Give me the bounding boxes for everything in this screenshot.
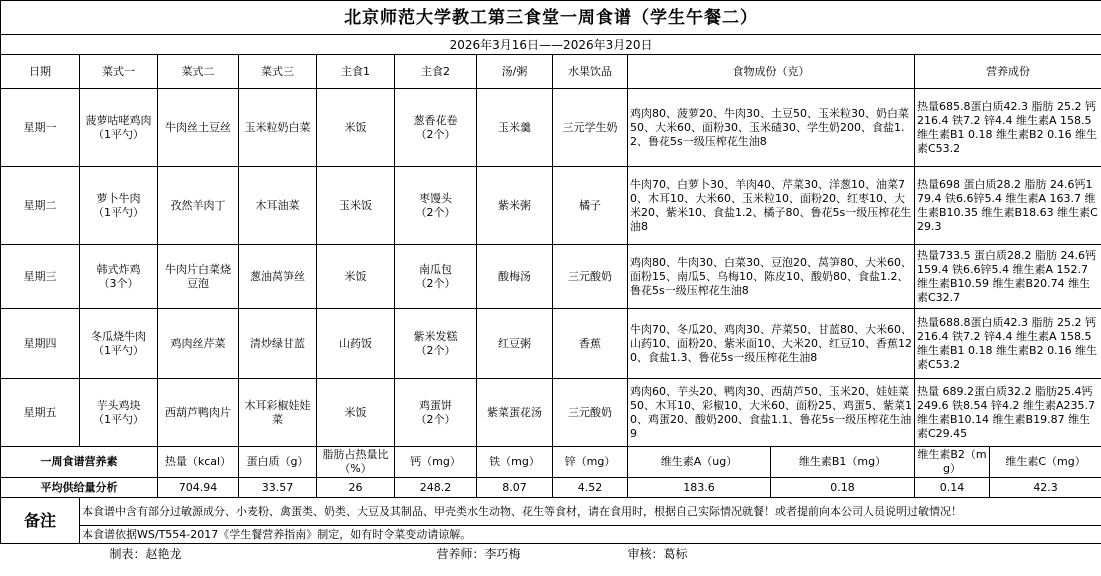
footer-maker: 制表：赵艳龙 — [80, 544, 317, 564]
dish1-cell: 菠萝咕咾鸡肉 （1平勺） — [80, 89, 158, 167]
summary-values-row — [1, 478, 1101, 498]
footer-nutritionist: 营养师：李巧梅 — [317, 544, 628, 564]
header-nutrition: 营养成份 — [915, 55, 1101, 89]
summary-header-protein: 蛋白质（g） — [239, 447, 317, 478]
fruit-cell: 橘子 — [553, 167, 628, 245]
ingredients-cell: 鸡肉80、菠萝20、牛肉30、土豆50、玉米粒30、奶白菜50、大米60、面粉30、玉米碴30、学生奶200、食盐1.2、鲁花5s一级压榨花生油8 — [628, 89, 915, 167]
date-range: 2026年3月16日——2026年3月20日 — [1, 35, 1101, 55]
staple1-cell: 山药饭 — [317, 309, 395, 379]
summary-header-energy: 热量（kcal） — [158, 447, 239, 478]
notes-allergen: 本食谱中含有部分过敏源成分、小麦粉、禽蛋类、奶类、大豆及其制品、甲壳类水生动物、花生等食材，请在食用时，根据自己实际情况就餐！或者提前向本公司人员说明过敏情况！ — [80, 498, 1101, 526]
dish2-cell: 西葫芦鸭肉片 — [158, 379, 239, 447]
footer-row — [1, 544, 1101, 564]
summary-header-calcium: 钙（mg） — [395, 447, 477, 478]
staple1-cell: 米饭 — [317, 379, 395, 447]
table-row — [1, 309, 1101, 379]
header-soup: 汤/粥 — [477, 55, 553, 89]
dish3-cell: 清炒绿甘蓝 — [239, 309, 317, 379]
day-cell: 星期二 — [1, 167, 80, 245]
summary-header-zinc: 锌（mg） — [553, 447, 628, 478]
summary-label-average: 平均供给量分析 — [1, 478, 158, 498]
staple1-cell: 米饭 — [317, 89, 395, 167]
nutrition-cell: 热量733.5 蛋白质28.2 脂肪 24.6钙159.4 铁6.6锌5.4 维生素A 152.7 维生素B10.59 维生素B20.74 维生素C32.7 — [915, 245, 1101, 309]
soup-cell: 酸梅汤 — [477, 245, 553, 309]
staple2-cell: 枣馒头 （2个） — [395, 167, 477, 245]
notes-row-2 — [1, 526, 1101, 544]
summary-header-row — [1, 447, 1101, 478]
dish3-cell: 木耳油菜 — [239, 167, 317, 245]
day-cell: 星期四 — [1, 309, 80, 379]
ingredients-cell: 鸡肉80、牛肉30、白菜30、豆泡20、莴笋80、大米60、面粉15、南瓜5、乌梅10、陈皮10、酸奶80、食盐1.2、鲁花5s一级压榨花生油8 — [628, 245, 915, 309]
notes-label: 备注 — [1, 498, 80, 544]
fruit-cell: 三元酸奶 — [553, 245, 628, 309]
dish1-cell: 韩式炸鸡 （3个） — [80, 245, 158, 309]
dish3-cell: 葱油莴笋丝 — [239, 245, 317, 309]
fruit-cell: 香蕉 — [553, 309, 628, 379]
summary-value-fat: 26 — [317, 478, 395, 498]
header-row — [1, 55, 1101, 89]
nutrition-cell: 热量685.8蛋白质42.3 脂肪 25.2 钙216.4 铁7.2 锌4.4 维生素A 158.5 维生素B1 0.18 维生素B2 0.16 维生素C53.2 — [915, 89, 1101, 167]
soup-cell: 紫菜蛋花汤 — [477, 379, 553, 447]
staple2-cell: 鸡蛋饼 （2个） — [395, 379, 477, 447]
summary-header-fat: 脂肪占热量比（%） — [317, 447, 395, 478]
table-row — [1, 379, 1101, 447]
summary-value-zinc: 4.52 — [553, 478, 628, 498]
dish2-cell: 鸡肉丝芹菜 — [158, 309, 239, 379]
header-ingredients: 食物成份（克） — [628, 55, 915, 89]
nutrition-cell: 热量698 蛋白质28.2 脂肪 24.6钙179.4 铁6.6锌5.4 维生素A 163.7 维生素B10.35 维生素B18.63 维生素C29.3 — [915, 167, 1101, 245]
page-title: 北京师范大学教工第三食堂一周食谱（学生午餐二） — [1, 1, 1101, 35]
staple1-cell: 玉米饭 — [317, 167, 395, 245]
ingredients-cell: 鸡肉60、芋头20、鸭肉30、西葫芦50、玉米20、娃娃菜50、木耳10、彩椒10、大米60、面粉25、鸡蛋5、紫菜10、鸡蛋20、酸奶200、食盐1.1、鲁花5s一级压榨花生油9 — [628, 379, 915, 447]
summary-value-iron: 8.07 — [477, 478, 553, 498]
header-staple1: 主食1 — [317, 55, 395, 89]
dish2-cell: 牛肉丝土豆丝 — [158, 89, 239, 167]
ingredients-cell: 牛肉70、白萝卜30、羊肉40、芹菜30、洋葱10、油菜70、木耳10、大米60、玉米粒10、面粉20、红枣10、大米20、紫米10、食盐1.2、橘子80、鲁花5s一级压榨花生油8 — [628, 167, 915, 245]
summary-value-calcium: 248.2 — [395, 478, 477, 498]
header-dish1: 菜式一 — [80, 55, 158, 89]
notes-row-1 — [1, 498, 1101, 526]
dish1-cell: 冬瓜烧牛肉 （1平勺） — [80, 309, 158, 379]
dish3-cell: 玉米粒奶白菜 — [239, 89, 317, 167]
table-row — [1, 245, 1101, 309]
header-fruit: 水果饮品 — [553, 55, 628, 89]
summary-header-vita: 维生素A（ug） — [628, 447, 771, 478]
soup-cell: 玉米羹 — [477, 89, 553, 167]
summary-value-vita: 183.6 — [628, 478, 771, 498]
summary-value-vitb1: 0.18 — [771, 478, 915, 498]
header-dish2: 菜式二 — [158, 55, 239, 89]
summary-header-iron: 铁（mg） — [477, 447, 553, 478]
staple2-cell: 紫米发糕 （2个） — [395, 309, 477, 379]
header-staple2: 主食2 — [395, 55, 477, 89]
nutrition-cell: 热量 689.2蛋白质32.2 脂肪25.4钙249.6 铁8.54 锌4.2 维生素A235.7 维生素B10.14 维生素B19.87 维生素C29.45 — [915, 379, 1101, 447]
summary-value-vitc: 42.3 — [990, 478, 1101, 498]
summary-value-energy: 704.94 — [158, 478, 239, 498]
staple2-cell: 葱香花卷 （2个） — [395, 89, 477, 167]
dish2-cell: 孜然羊肉丁 — [158, 167, 239, 245]
summary-value-vitb2: 0.14 — [915, 478, 990, 498]
day-cell: 星期一 — [1, 89, 80, 167]
summary-header-vitb1: 维生素B1（mg） — [771, 447, 915, 478]
nutrition-cell: 热量688.8蛋白质42.3 脂肪 25.2 钙216.4 铁7.2 锌4.4 维生素A 158.5 维生素B1 0.18 维生素B2 0.16 维生素C53.2 — [915, 309, 1101, 379]
footer-reviewer: 审核：葛标 — [628, 544, 1101, 564]
day-cell: 星期三 — [1, 245, 80, 309]
notes-guideline: 本食谱依据WS/T554-2017《学生餐营养指南》制定，如有时令菜变动请谅解。 — [80, 526, 1101, 544]
soup-cell: 紫米粥 — [477, 167, 553, 245]
fruit-cell: 三元酸奶 — [553, 379, 628, 447]
dish1-cell: 萝卜牛肉 （1平勺） — [80, 167, 158, 245]
summary-label-nutrients: 一周食谱营养素 — [1, 447, 158, 478]
fruit-cell: 三元学生奶 — [553, 89, 628, 167]
staple2-cell: 南瓜包 （2个） — [395, 245, 477, 309]
ingredients-cell: 牛肉70、冬瓜20、鸡肉30、芹菜50、甘蓝80、大米60、山药10、面粉20、紫米面10、大米20、红豆10、香蕉120、食盐1.3、鲁花5s一级压榨花生油8 — [628, 309, 915, 379]
header-dish3: 菜式三 — [239, 55, 317, 89]
table-row — [1, 167, 1101, 245]
summary-header-vitb2: 维生素B2（mg） — [915, 447, 990, 478]
dish1-cell: 芋头鸡块 （1平勺） — [80, 379, 158, 447]
dish2-cell: 牛肉片白菜烧豆泡 — [158, 245, 239, 309]
table-row — [1, 89, 1101, 167]
day-cell: 星期五 — [1, 379, 80, 447]
soup-cell: 红豆粥 — [477, 309, 553, 379]
dish3-cell: 木耳彩椒娃娃菜 — [239, 379, 317, 447]
summary-header-vitc: 维生素C（mg） — [990, 447, 1101, 478]
staple1-cell: 米饭 — [317, 245, 395, 309]
summary-value-protein: 33.57 — [239, 478, 317, 498]
header-date: 日期 — [1, 55, 80, 89]
